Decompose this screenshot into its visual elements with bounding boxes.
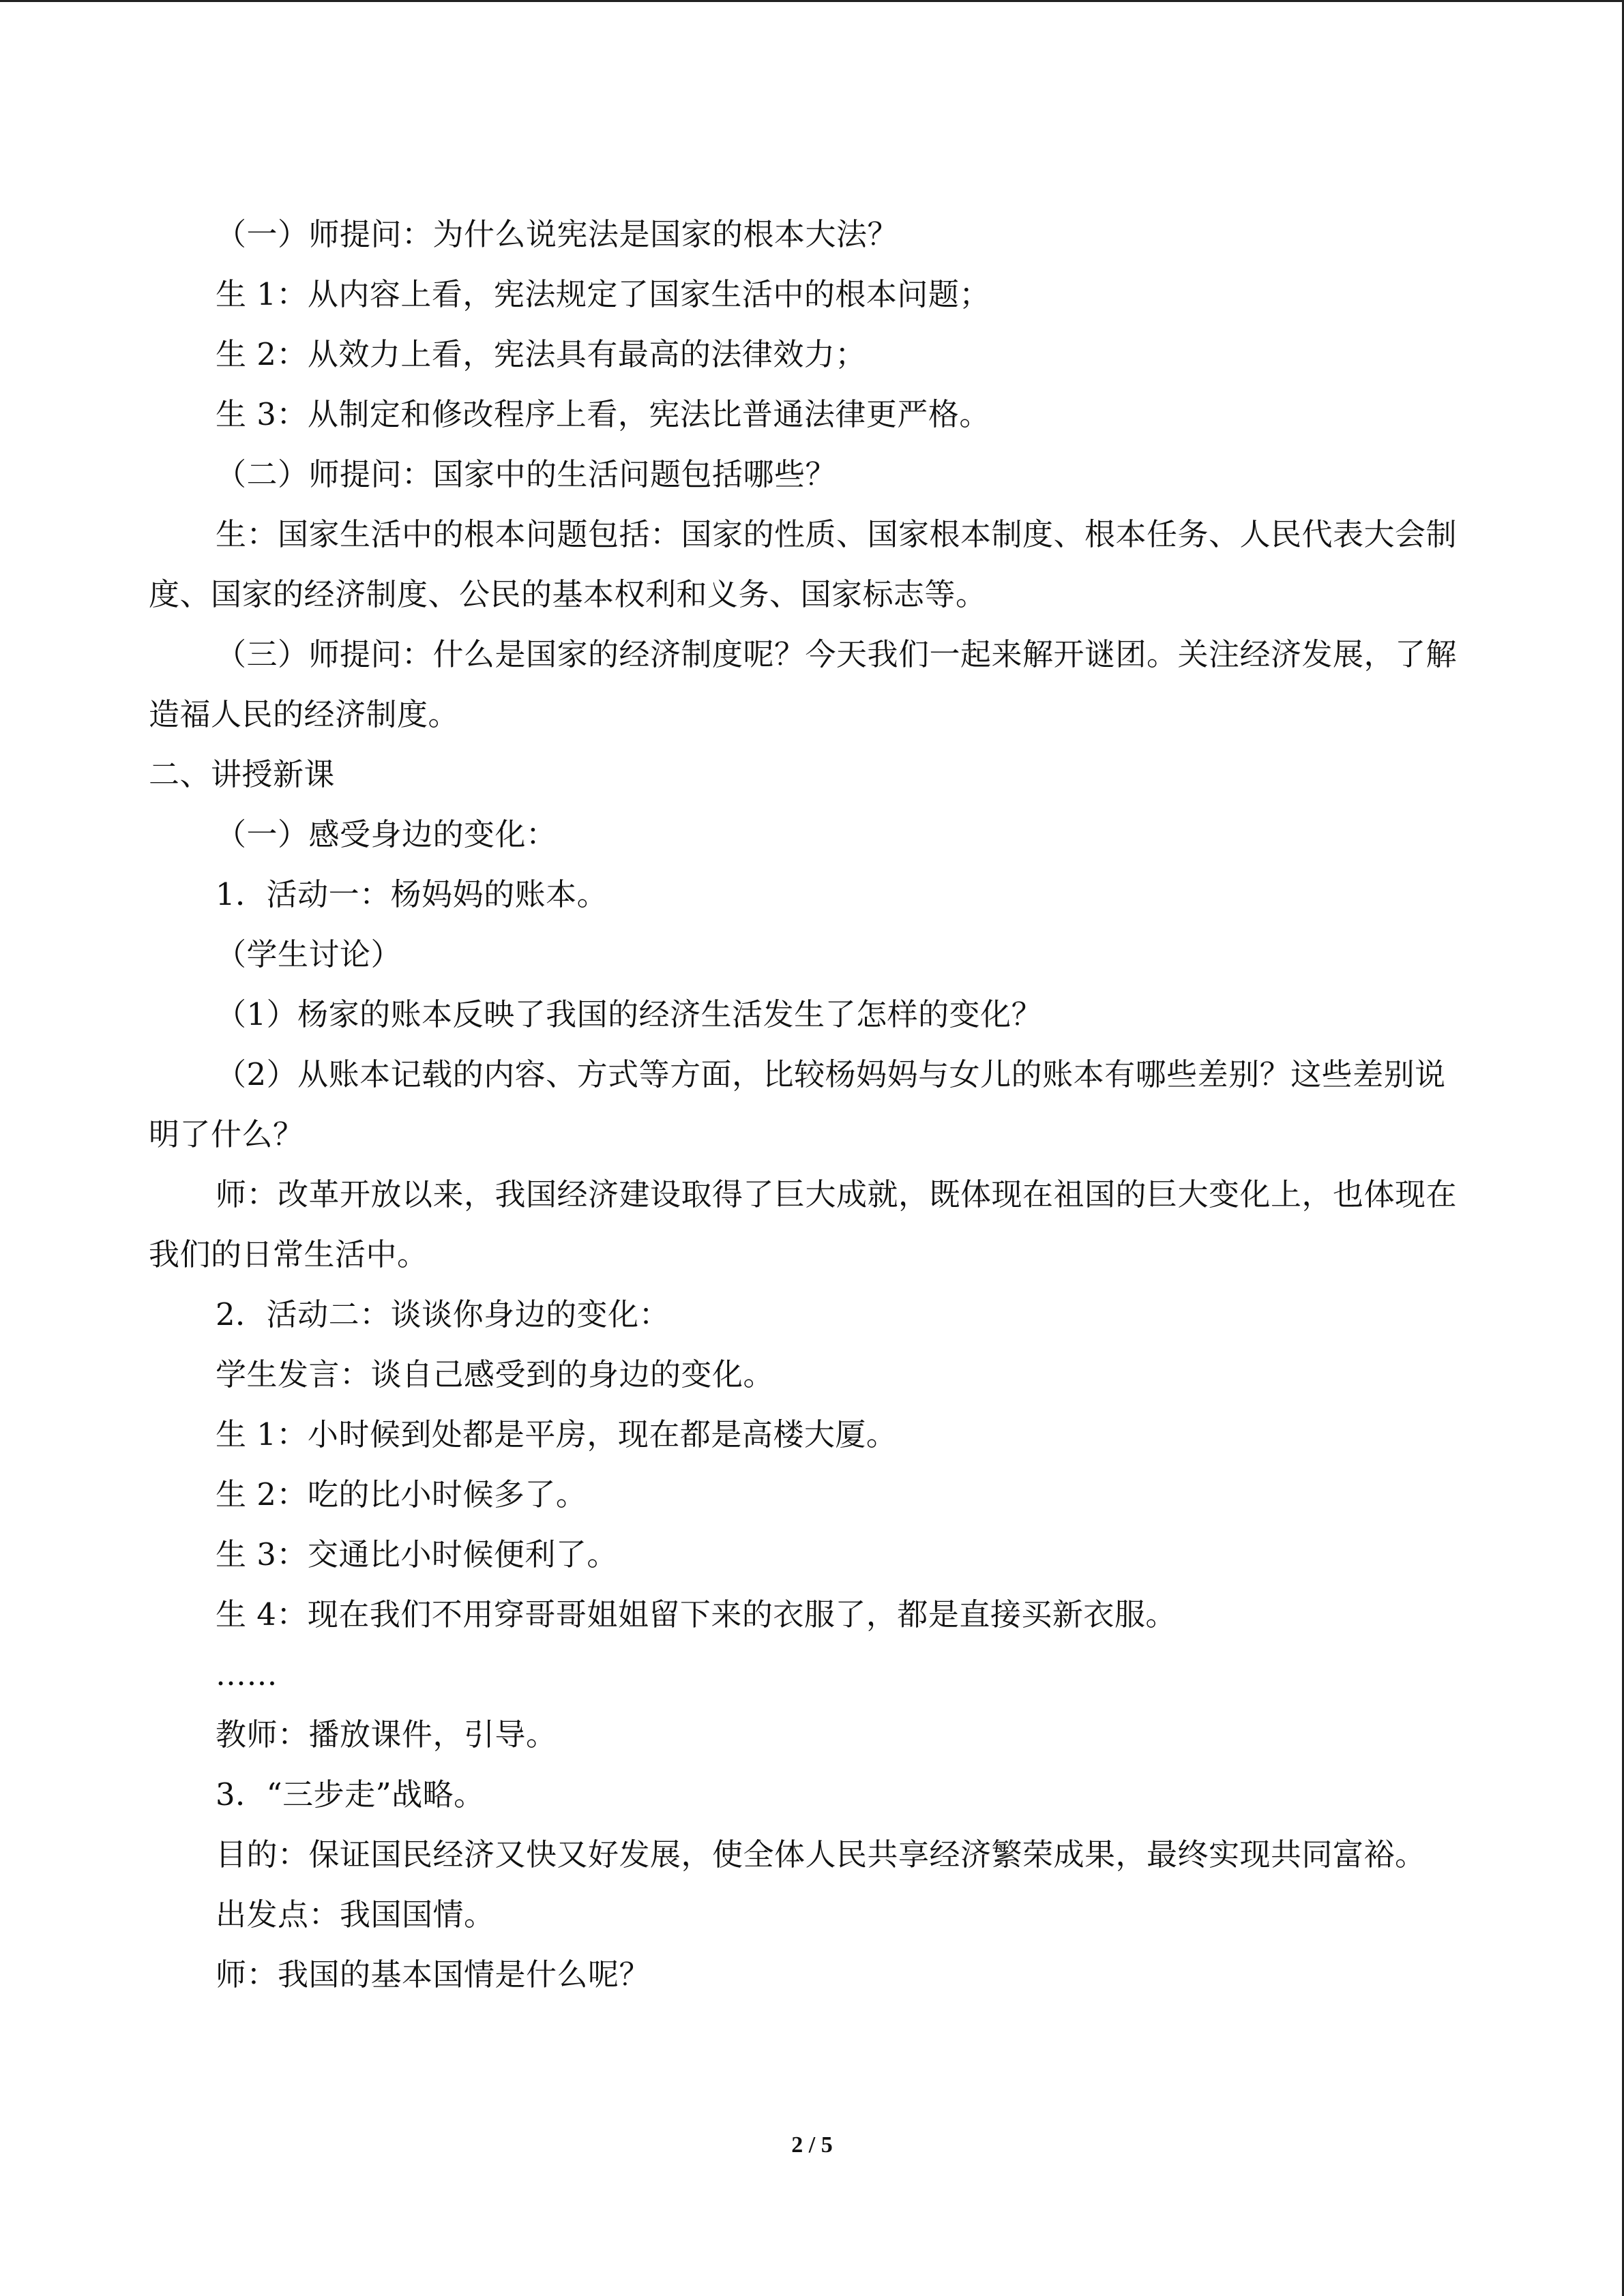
paragraph: （三）师提问：什么是国家的经济制度呢？今天我们一起来解开谜团。关注经济发展，了解造福人民的经济制度。 — [149, 636, 1458, 732]
paragraph: 生 1：从内容上看，宪法规定了国家生活中的根本问题； — [216, 276, 990, 312]
paragraph: …… — [216, 1656, 278, 1693]
paragraph: （一）感受身边的变化： — [216, 816, 557, 852]
paragraph: 师：我国的基本国情是什么呢？ — [216, 1956, 651, 1993]
paragraph: 生 2：吃的比小时候多了。 — [216, 1476, 587, 1512]
paragraph: 2．活动二：谈谈你身边的变化： — [216, 1296, 670, 1332]
paragraph: 教师：播放课件，引导。 — [216, 1716, 557, 1753]
paragraph: 生：国家生活中的根本问题包括：国家的性质、国家根本制度、根本任务、人民代表大会制度、国家的经济制度、公民的基本权利和义务、国家标志等。 — [149, 516, 1458, 612]
paragraph: 生 3：交通比小时候便利了。 — [216, 1536, 618, 1572]
paragraph: （学生讨论） — [216, 936, 402, 972]
paragraph: 生 4：现在我们不用穿哥哥姐姐留下来的衣服了，都是直接买新衣服。 — [216, 1596, 1177, 1632]
paragraph: 目的：保证国民经济又快又好发展，使全体人民共享经济繁荣成果，最终实现共同富裕。 — [216, 1836, 1426, 1873]
section-heading: 二、讲授新课 — [149, 756, 336, 792]
paragraph: 1．活动一：杨妈妈的账本。 — [216, 876, 608, 912]
paragraph: 出发点：我国国情。 — [216, 1896, 495, 1933]
document-body — [149, 205, 1473, 2005]
paragraph: 师：改革开放以来，我国经济建设取得了巨大成就，既体现在祖国的巨大变化上，也体现在我们的日常生活中。 — [149, 1176, 1458, 1272]
paragraph: 生 3：从制定和修改程序上看，宪法比普通法律更严格。 — [216, 396, 990, 432]
paragraph: （1）杨家的账本反映了我国的经济生活发生了怎样的变化？ — [216, 996, 1043, 1032]
paragraph: 3．“三步走”战略。 — [216, 1776, 485, 1813]
paragraph: （一）师提问：为什么说宪法是国家的根本大法？ — [216, 216, 899, 252]
top-border-line — [0, 0, 1624, 2]
page-number: 2 / 5 — [791, 2132, 833, 2158]
paragraph: 生 2：从效力上看，宪法具有最高的法律效力； — [216, 336, 866, 372]
paragraph: 学生发言：谈自己感受到的身边的变化。 — [216, 1356, 775, 1392]
paragraph: （2）从账本记载的内容、方式等方面，比较杨妈妈与女儿的账本有哪些差别？这些差别说明了什么？ — [149, 1056, 1446, 1152]
paragraph: 生 1：小时候到处都是平房，现在都是高楼大厦。 — [216, 1416, 898, 1452]
paragraph: （二）师提问：国家中的生活问题包括哪些？ — [216, 456, 837, 492]
